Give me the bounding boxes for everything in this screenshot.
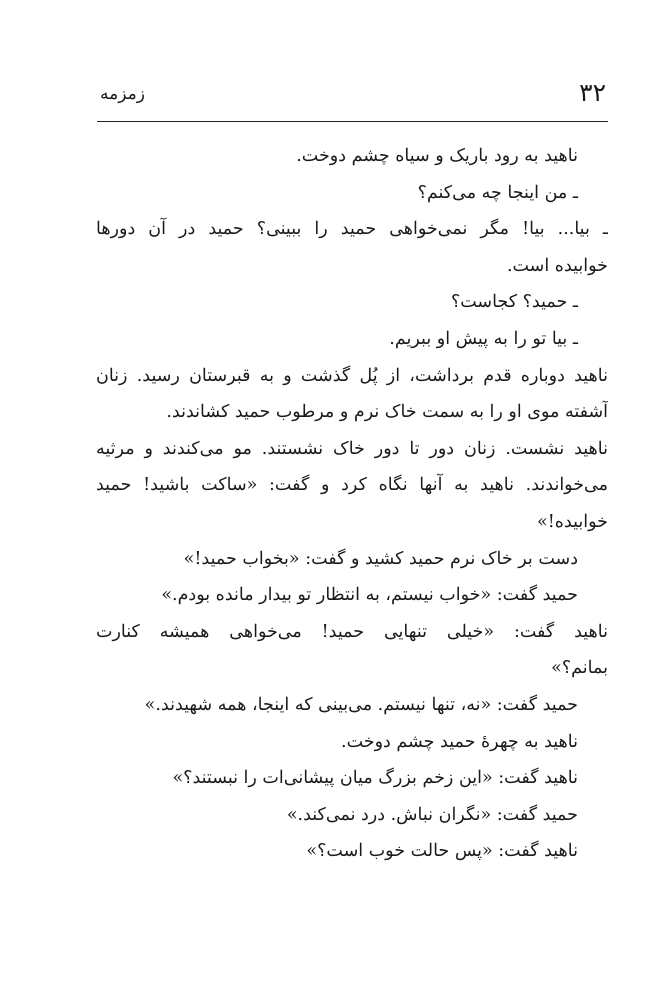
text-line: خوابیده!» xyxy=(537,511,608,532)
text-line: ناهید به رود باریک و سیاه چشم دوخت. xyxy=(296,146,578,166)
text-line: ناهید گفت: «خیلی تنهایی حمید! می‌خواهی همیشه کنارت xyxy=(96,621,608,642)
header-rule xyxy=(97,121,608,122)
text-line: حمید گفت: «نگران نباش. درد نمی‌کند.» xyxy=(286,804,578,825)
text-line: خوابیده است. xyxy=(506,255,608,276)
text-line: حمید گفت: «نه، تنها نیستم. می‌بینی که اینجا، همه شهیدند.» xyxy=(144,694,578,715)
running-head: زمزمه xyxy=(100,84,145,104)
text-line: ـ من اینجا چه می‌کنم؟ xyxy=(417,182,578,203)
text-line: ناهید دوباره قدم برداشت، از پُل گذشت و به قبرستان رسید. زنان xyxy=(96,365,608,386)
text-line: دست بر خاک نرم حمید کشید و گفت: «بخواب حمید!» xyxy=(183,548,578,569)
text-line: ناهید گفت: «پس حالت خوب است؟» xyxy=(306,841,578,862)
body-text xyxy=(96,138,608,870)
text-line: می‌خواندند. ناهید به آنها نگاه کرد و گفت: «ساکت باشید! حمید xyxy=(96,475,608,496)
text-line: ـ حمید؟ کجاست؟ xyxy=(450,292,578,313)
page-number: ۳۲ xyxy=(579,78,606,107)
page-header xyxy=(100,76,606,116)
text-line: ناهید نشست. زنان دور تا دور خاک نشستند. مو می‌کندند و مرثیه xyxy=(96,438,608,459)
text-line: حمید گفت: «خواب نیستم، به انتظار تو بیدار مانده بودم.» xyxy=(161,585,578,606)
text-line: بمانم؟» xyxy=(551,658,608,679)
text-line: ناهید به چهرهٔ حمید چشم دوخت. xyxy=(341,731,578,752)
text-line: ناهید گفت: «این زخم بزرگ میان پیشانی‌ات را نبستند؟» xyxy=(172,768,578,789)
text-line: ـ بیا تو را به پیش او ببریم. xyxy=(389,328,578,349)
text-line: آشفته موی او را به سمت خاک نرم و مرطوب حمید کشاندند. xyxy=(166,402,608,423)
text-line: ـ بیا... بیا! مگر نمی‌خواهی حمید را ببینی؟ حمید در آن دورها xyxy=(96,219,608,240)
